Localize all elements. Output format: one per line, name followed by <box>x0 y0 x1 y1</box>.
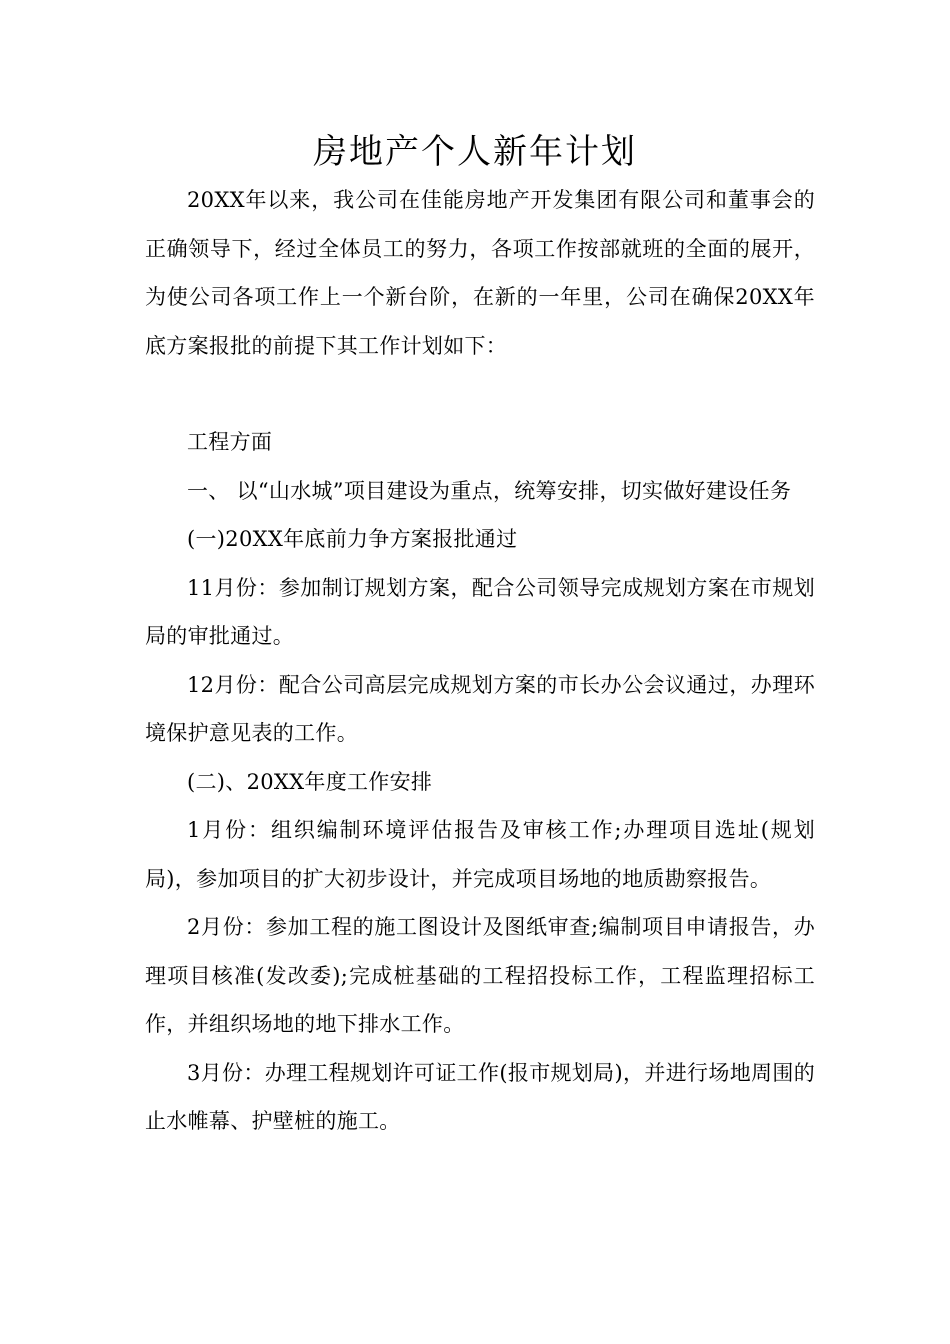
february-plan-paragraph: 2月份：参加工程的施工图设计及图纸审查;编制项目申请报告，办理项目核准(发改委);完成桩基础的工程招投标工作，工程监理招标工作，并组织场地的地下排水工作。 <box>145 915 815 1036</box>
intro-paragraph: 20XX年以来，我公司在佳能房地产开发集团有限公司和董事会的正确领导下，经过全体员工的努力，各项工作按部就班的全面的展开，为使公司各项工作上一个新台阶，在新的一年里，公司在确保20XX年底方案报批的前提下其工作计划如下： <box>145 188 815 358</box>
march-plan-paragraph: 3月份：办理工程规划许可证工作(报市规划局)，并进行场地周围的止水帷幕、护壁桩的施工。 <box>145 1060 815 1133</box>
january-plan-paragraph: 1月份：组织编制环境评估报告及审核工作;办理项目选址(规划局)，参加项目的扩大初步设计，并完成项目场地的地质勘察报告。 <box>145 818 815 891</box>
document-title: 房地产个人新年计划 <box>313 132 637 172</box>
subsection-one-heading: (一)20XX年底前力争方案报批通过 <box>187 527 518 551</box>
subsection-two-heading: (二)、20XX年度工作安排 <box>187 769 433 794</box>
section-heading-engineering: 工程方面 <box>187 430 273 454</box>
november-plan-paragraph: 11月份：参加制订规划方案，配合公司领导完成规划方案在市规划局的审批通过。 <box>145 575 815 648</box>
document-body <box>145 176 815 1146</box>
item-one-heading: 一、 以“山水城”项目建设为重点，统筹安排，切实做好建设任务 <box>187 478 792 503</box>
december-plan-paragraph: 12月份：配合公司高层完成规划方案的市长办公会议通过，办理环境保护意见表的工作。 <box>145 672 815 745</box>
